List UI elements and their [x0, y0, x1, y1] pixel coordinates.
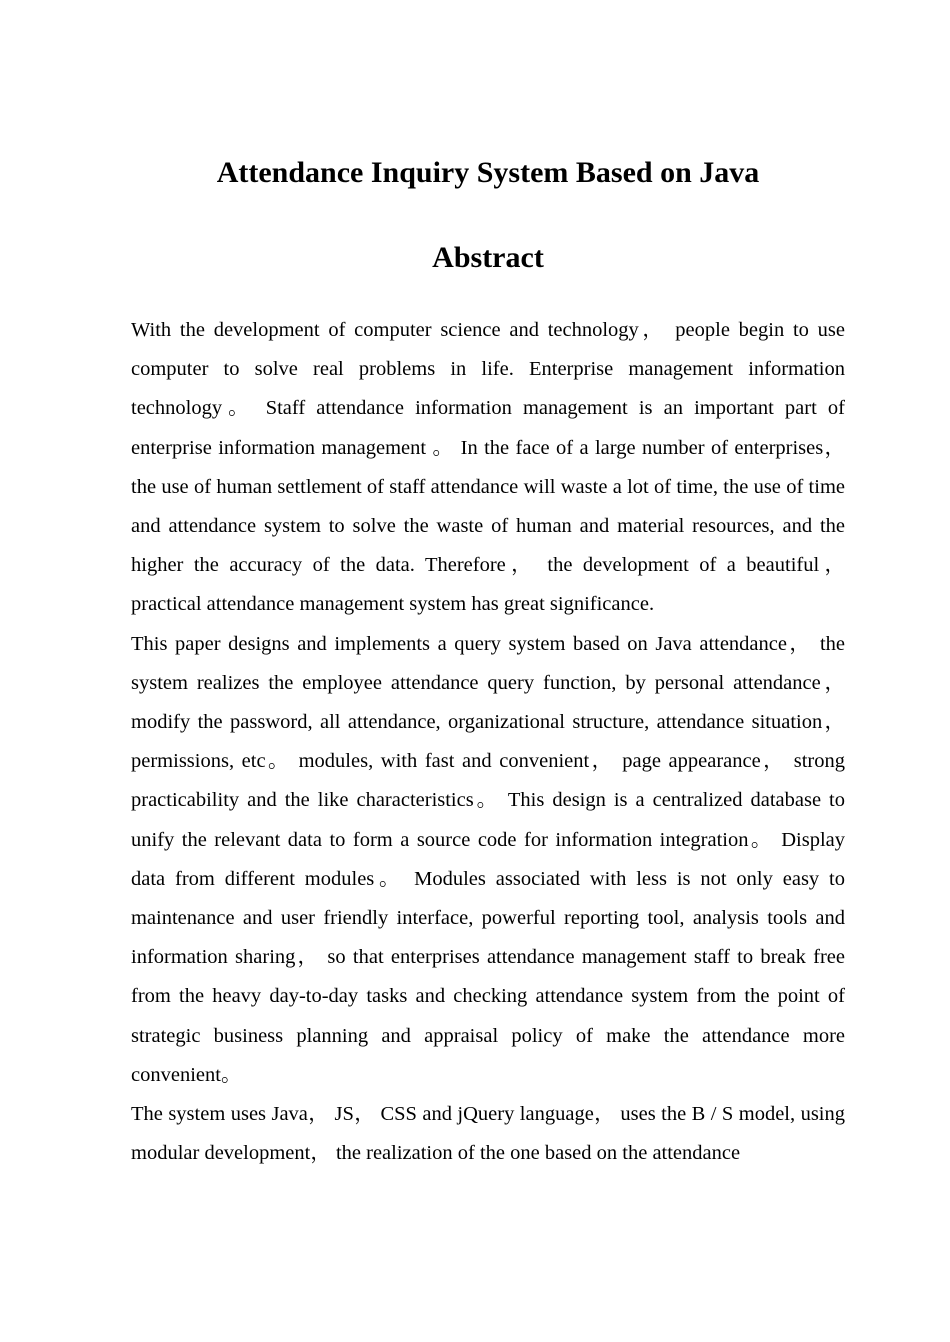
- abstract-body: [131, 311, 845, 1173]
- abstract-heading: Abstract: [432, 241, 544, 274]
- paper-title: Attendance Inquiry System Based on Java: [216, 156, 760, 189]
- abstract-paragraph-3: The system uses Java， JS， CSS and jQuery language， uses the B / S model, using modular development， the realization of the one based on the attendance: [131, 1103, 845, 1165]
- abstract-paragraph-1: With the development of computer science and technology， people begin to use computer to solve real problems in life. Enterprise management information technology。 Staff attendance information management is an important part of enterprise information management 。 In the face of a large number of enterprises， the use of human settlement of staff attendance will waste a lot of time, the use of time and attendance system to solve the waste of human and material resources, and the higher the accuracy of the data. Therefore， the development of a beautiful， practical attendance management system has great significance.: [131, 319, 845, 616]
- abstract-paragraph-2: This paper designs and implements a query system based on Java attendance， the system realizes the employee attendance query function, by personal attendance， modify the password, all attendance, organizational structure, attendance situation， permissions, etc。 modules, with fast and convenient， page appearance， strong practicability and the like characteristics。 This design is a centralized database to unify the relevant data to form a source code for information integration。 Display data from different modules。 Modules associated with less is not only easy to maintenance and user friendly interface, powerful reporting tool, analysis tools and information sharing， so that enterprises attendance management staff to break free from the heavy day-to-day tasks and checking attendance system from the point of strategic business planning and appraisal policy of make the attendance more convenient。: [131, 632, 845, 1086]
- paper-page: [131, 150, 845, 1173]
